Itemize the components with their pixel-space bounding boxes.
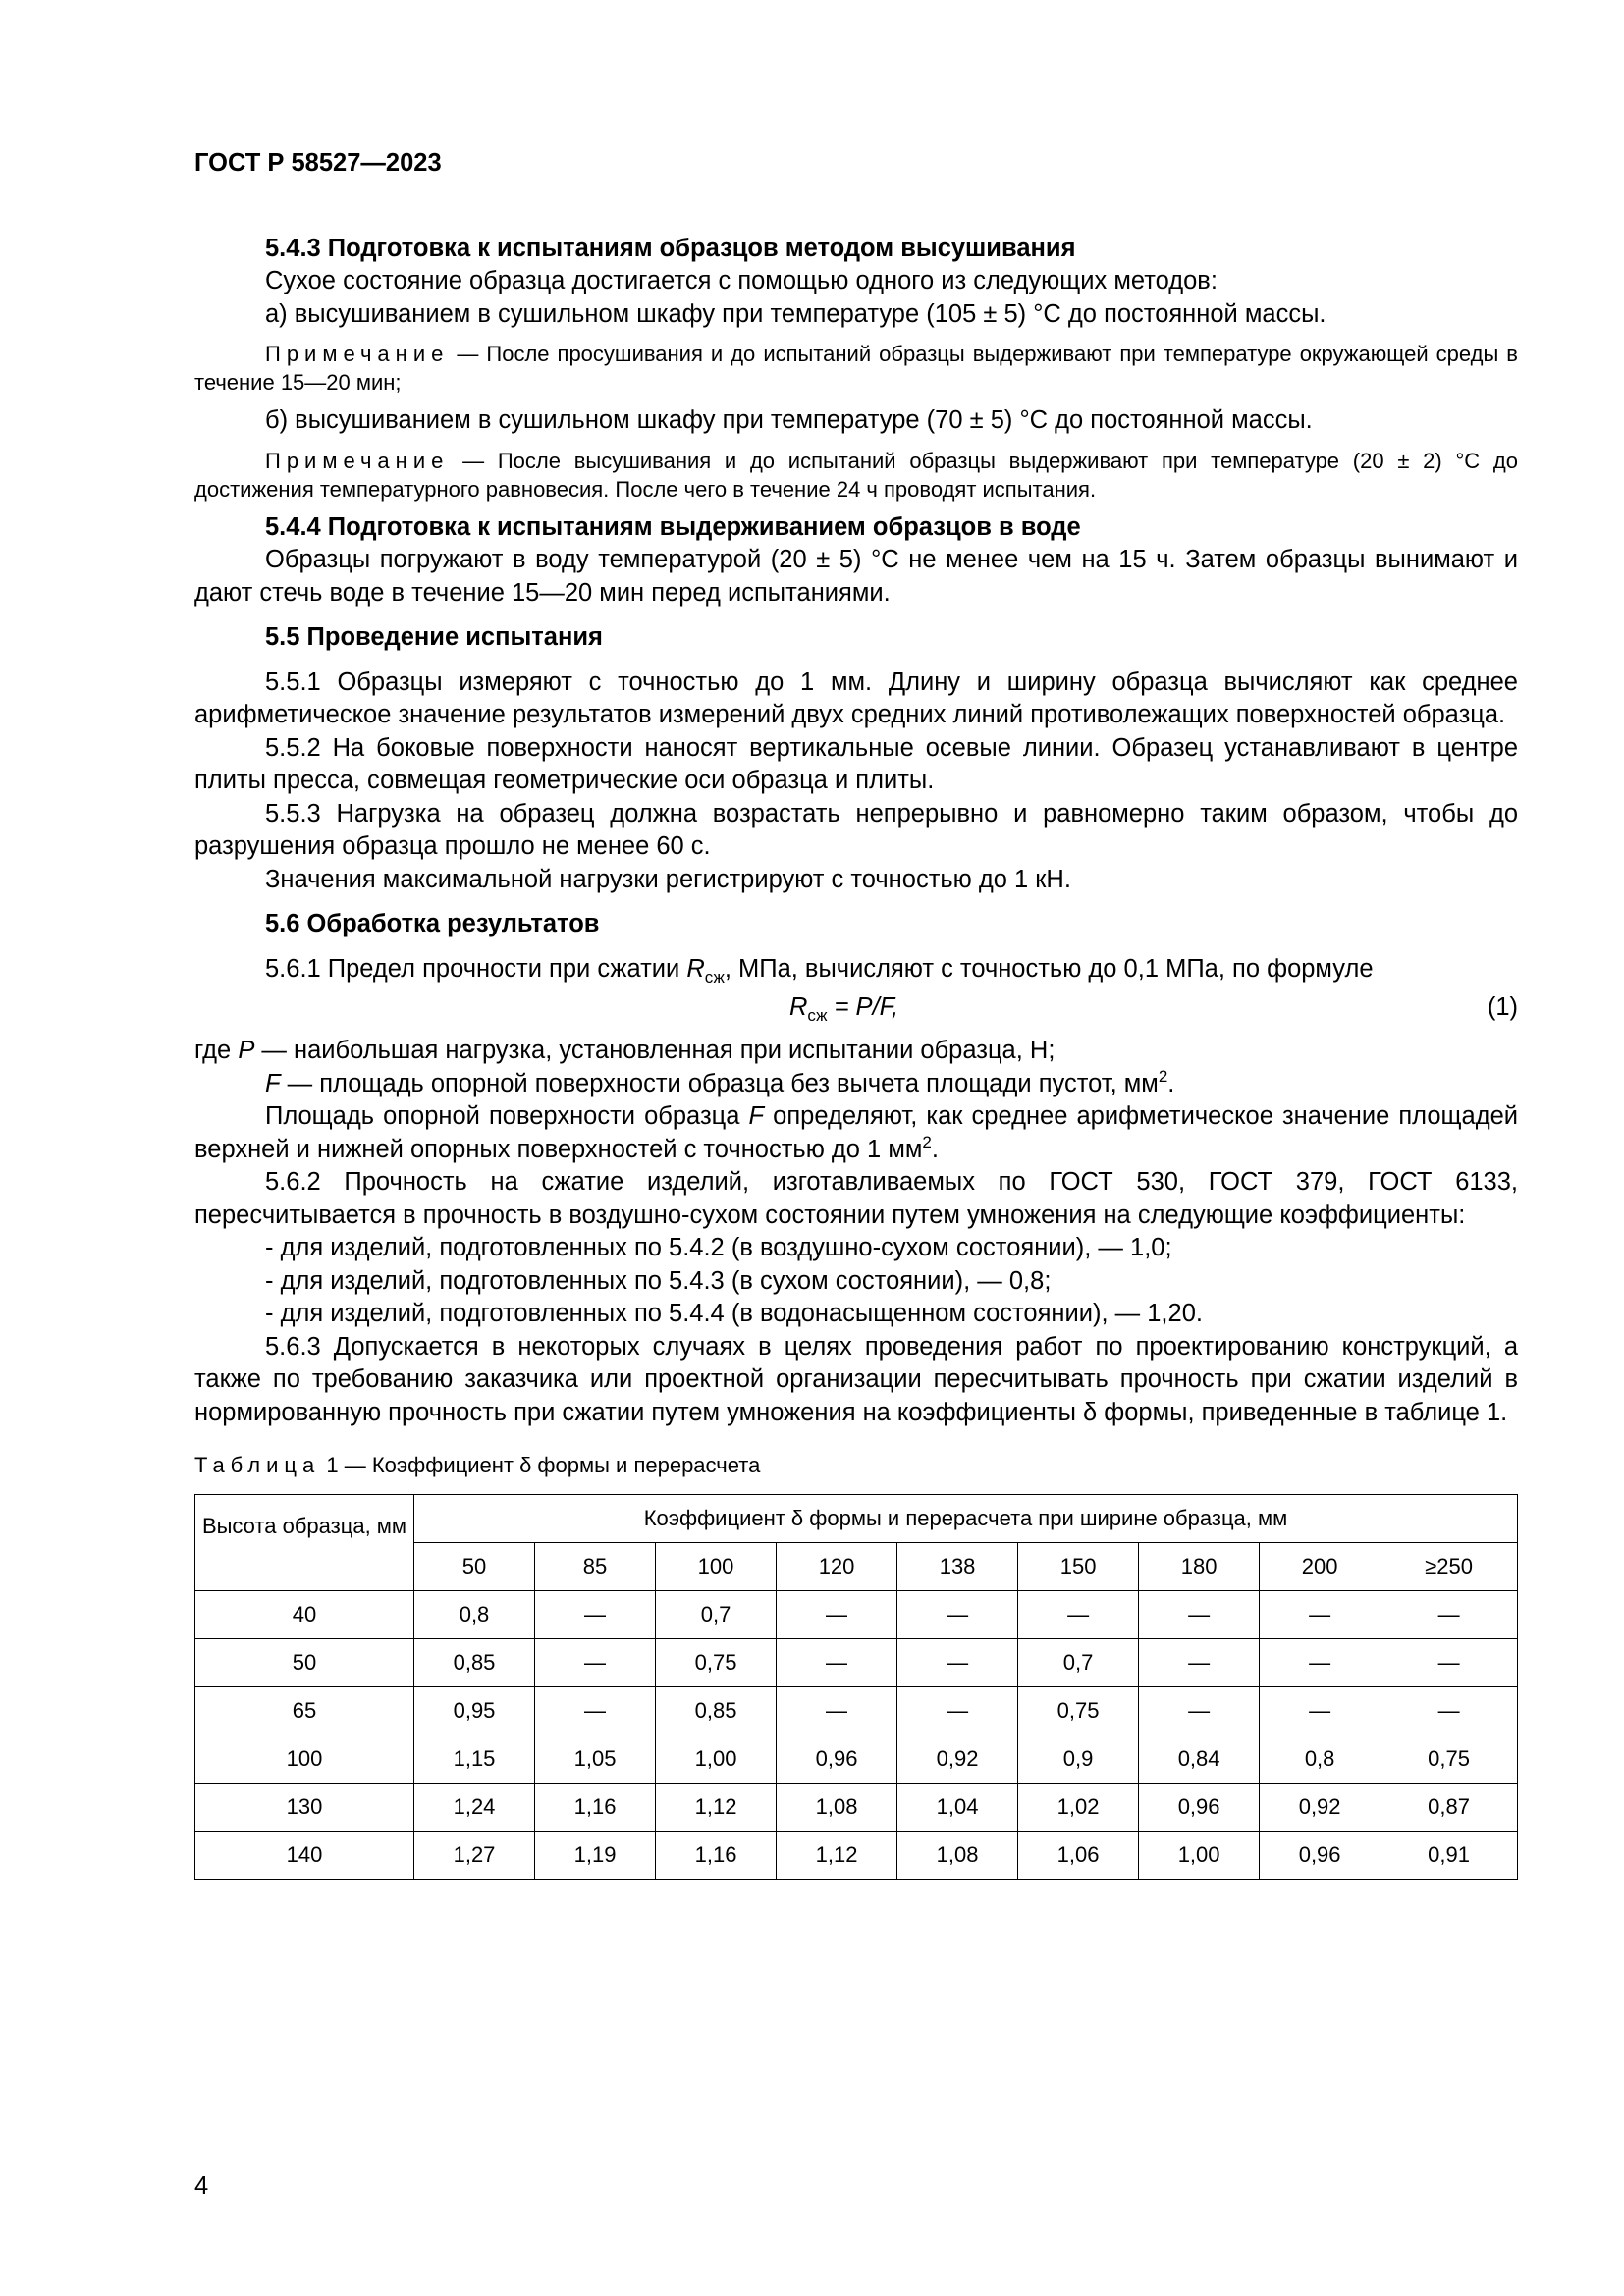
table-cell: 1,12 xyxy=(656,1783,777,1831)
paragraph: 5.5.1 Образцы измеряют с точностью до 1 мм. Длину и ширину образца вычисляют как среднее арифметическое значение результатов измерений двух средних линий противолежащих поверхностей образца. xyxy=(194,667,1518,728)
table-row xyxy=(195,1590,1518,1638)
table-cell-height: 100 xyxy=(195,1735,414,1783)
table-cell: 0,85 xyxy=(414,1638,535,1686)
paragraph: Значения максимальной нагрузки регистрируют с точностью до 1 кН. xyxy=(265,865,1071,893)
formula-1 xyxy=(194,988,1518,1033)
table-cell-height: 65 xyxy=(195,1686,414,1735)
table-cell-height: 50 xyxy=(195,1638,414,1686)
table-cell: 1,02 xyxy=(1018,1783,1139,1831)
table-cell: 0,75 xyxy=(1380,1735,1518,1783)
table-caption: Таблица 1 — Коэффициент δ формы и перерасчета xyxy=(194,1453,761,1477)
table-cell: — xyxy=(535,1686,656,1735)
table-cell: — xyxy=(1260,1638,1380,1686)
paragraph: Сухое состояние образца достигается с помощью одного из следующих методов: xyxy=(265,267,1218,294)
table-cell: 1,27 xyxy=(414,1831,535,1879)
table-cell: — xyxy=(777,1638,897,1686)
table-cell: 0,92 xyxy=(897,1735,1018,1783)
table-cell: 0,75 xyxy=(656,1638,777,1686)
section-5-6-title: 5.6 Обработка результатов xyxy=(265,910,600,937)
paragraph: Площадь опорной поверхности образца F определяют, как среднее арифметическое значение площадей верхней и нижней опорных поверхностей с точностью до 1 $мм^2$. xyxy=(194,1102,1519,1163)
page-number: 4 xyxy=(194,2172,209,2200)
note xyxy=(194,447,1518,504)
table-cell: 1,19 xyxy=(535,1831,656,1879)
table-cell: 0,8 xyxy=(1260,1735,1380,1783)
note xyxy=(194,340,1518,397)
table-cell: 0,7 xyxy=(656,1590,777,1638)
document-header: ГОСТ Р 58527—2023 xyxy=(194,149,442,177)
table-cell: — xyxy=(1380,1590,1518,1638)
paragraph: а) высушиванием в сушильном шкафу при температуре (105 ± 5) °С до постоянной массы. xyxy=(265,299,1326,328)
table-cell: 0,8 xyxy=(414,1590,535,1638)
table-header-width: 180 xyxy=(1139,1542,1260,1590)
table-header-group: Коэффициент δ формы и перерасчета при ширине образца, мм xyxy=(414,1494,1518,1542)
table-cell: — xyxy=(897,1590,1018,1638)
note-label: Примечание xyxy=(265,342,450,366)
table-header-width: 138 xyxy=(897,1542,1018,1590)
table-cell: 0,95 xyxy=(414,1686,535,1735)
table-cell: 1,16 xyxy=(535,1783,656,1831)
paragraph: 5.5.2 На боковые поверхности наносят вертикальные осевые линии. Образец устанавливают в центре плиты пресса, совмещая геометрические оси образца и плиты. xyxy=(194,733,1518,794)
table-cell: 1,24 xyxy=(414,1783,535,1831)
table-cell: 1,04 xyxy=(897,1783,1018,1831)
table-cell-height: 140 xyxy=(195,1831,414,1879)
table-cell: — xyxy=(535,1638,656,1686)
table-cell: — xyxy=(1380,1638,1518,1686)
table-cell: 0,85 xyxy=(656,1686,777,1735)
table-cell: — xyxy=(897,1638,1018,1686)
table-cell: 1,15 xyxy=(414,1735,535,1783)
where-line-f: F — площадь опорной поверхности образца без вычета площади пустот, $мм^2$. xyxy=(265,1066,1175,1097)
table-row xyxy=(195,1735,1518,1783)
table-cell: 1,00 xyxy=(656,1735,777,1783)
list-item: - для изделий, подготовленных по 5.4.2 (в воздушно-сухом состоянии), — 1,0; xyxy=(265,1234,1172,1261)
table-cell: 0,75 xyxy=(1018,1686,1139,1735)
table-header-width: 50 xyxy=(414,1542,535,1590)
table-cell: — xyxy=(1260,1686,1380,1735)
table-cell: 0,84 xyxy=(1139,1735,1260,1783)
section-5-4-4-title: 5.4.4 Подготовка к испытаниям выдерживанием образцов в воде xyxy=(265,512,1081,541)
table-cell: 0,96 xyxy=(777,1735,897,1783)
table-cell: 0,91 xyxy=(1380,1831,1518,1879)
table-row xyxy=(195,1638,1518,1686)
list-item: - для изделий, подготовленных по 5.4.4 (в водонасыщенном состоянии), — 1,20. xyxy=(265,1300,1203,1327)
table-cell: — xyxy=(777,1686,897,1735)
table-cell: 1,12 xyxy=(777,1831,897,1879)
table-cell: 0,87 xyxy=(1380,1783,1518,1831)
formula-number: (1) xyxy=(1487,993,1518,1021)
paragraph: 5.6.2 Прочность на сжатие изделий, изготавливаемых по ГОСТ 530, ГОСТ 379, ГОСТ 6133, пересчитывается в прочность в воздушно-сухом состоянии путем умножения на следующие коэффициенты: xyxy=(194,1168,1518,1229)
note-text: — После просушивания и до испытаний образцы выдерживают при температуре окружающей среды в течение 15—20 мин; xyxy=(194,342,1518,395)
table-cell: — xyxy=(1018,1590,1139,1638)
table-cell: 0,92 xyxy=(1260,1783,1380,1831)
table-cell: 1,16 xyxy=(656,1831,777,1879)
section-5-4-3-title: 5.4.3 Подготовка к испытаниям образцов методом высушивания xyxy=(265,234,1076,262)
table-cell: — xyxy=(1139,1590,1260,1638)
table-header-width: 100 xyxy=(656,1542,777,1590)
table-cell: 0,9 xyxy=(1018,1735,1139,1783)
table-cell: — xyxy=(1260,1590,1380,1638)
table-header-width: 150 xyxy=(1018,1542,1139,1590)
list-item: - для изделий, подготовленных по 5.4.3 (в сухом состоянии), — 0,8; xyxy=(265,1266,1052,1295)
document-page xyxy=(194,147,1518,1880)
table-header-width: 120 xyxy=(777,1542,897,1590)
table-cell: 1,00 xyxy=(1139,1831,1260,1879)
table-cell: — xyxy=(1139,1638,1260,1686)
table-cell: 0,96 xyxy=(1260,1831,1380,1879)
table-cell-height: 40 xyxy=(195,1590,414,1638)
table-cell: — xyxy=(777,1590,897,1638)
note-label: Примечание xyxy=(265,448,450,473)
table-cell: 1,08 xyxy=(777,1783,897,1831)
section-5-5-title: 5.5 Проведение испытания xyxy=(265,623,603,651)
paragraph: 5.5.3 Нагрузка на образец должна возрастать непрерывно и равномерно таким образом, чтобы до разрушения образца прошло не менее 60 с. xyxy=(194,799,1518,860)
table-cell: 1,08 xyxy=(897,1831,1018,1879)
table-header-width: 85 xyxy=(535,1542,656,1590)
table-cell: — xyxy=(1380,1686,1518,1735)
table-row xyxy=(195,1783,1518,1831)
table-row xyxy=(195,1686,1518,1735)
paragraph: Образцы погружают в воду температурой (20 ± 5) °С не менее чем на 15 ч. Затем образцы вынимают и дают стечь воде в течение 15—20 мин перед испытаниями. xyxy=(194,546,1518,607)
table-cell: 1,06 xyxy=(1018,1831,1139,1879)
table-cell-height: 130 xyxy=(195,1783,414,1831)
table-header-width: ≥250 xyxy=(1380,1542,1518,1590)
paragraph: 5.6.3 Допускается в некоторых случаях в целях проведения работ по проектированию конструкций, а также по требованию заказчика или проектной организации пересчитывать прочность при сжатии изделий в нормированную прочность при сжатии путем умножения на коэффициенты δ формы, приведенные в таблице 1. xyxy=(194,1332,1518,1426)
note-text: — После высушивания и до испытаний образцы выдерживают при температуре (20 ± 2) °С до достижения температурного равновесия. После чего в течение 24 ч проводят испытания. xyxy=(194,448,1518,502)
paragraph: б) высушиванием в сушильном шкафу при температуре (70 ± 5) °С до постоянной массы. xyxy=(265,406,1313,434)
table-cell: — xyxy=(897,1686,1018,1735)
table-cell: 0,7 xyxy=(1018,1638,1139,1686)
coefficient-table xyxy=(194,1494,1518,1880)
table-cell: — xyxy=(535,1590,656,1638)
table-cell: 0,96 xyxy=(1139,1783,1260,1831)
table-cell: 1,05 xyxy=(535,1735,656,1783)
table-header-width: 200 xyxy=(1260,1542,1380,1590)
formula: $R_{сж} = P/F$, xyxy=(789,993,899,1025)
paragraph: 5.6.1 Предел прочности при сжатии $R_{сж}$, МПа, вычисляют с точностью до 0,1 МПа, по формуле xyxy=(265,954,1374,987)
table-header-height: Высота образца, мм xyxy=(195,1494,414,1590)
where-line-p: где P — наибольшая нагрузка, установленная при испытании образца, Н; xyxy=(194,1037,1056,1064)
table-row xyxy=(195,1831,1518,1879)
table-cell: — xyxy=(1139,1686,1260,1735)
